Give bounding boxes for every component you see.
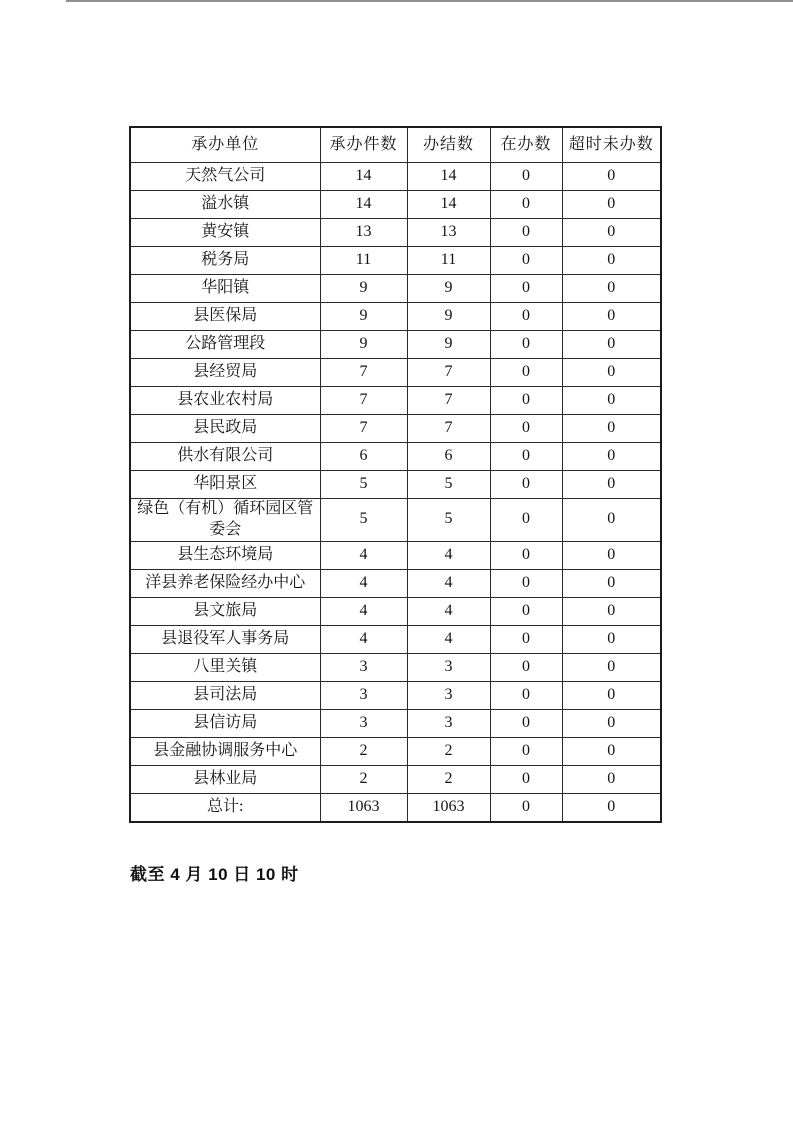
value-cell: 0 xyxy=(562,303,661,331)
value-cell: 4 xyxy=(407,541,490,569)
value-cell: 0 xyxy=(490,415,562,443)
value-cell: 2 xyxy=(407,765,490,793)
value-cell: 0 xyxy=(562,541,661,569)
value-cell: 0 xyxy=(490,625,562,653)
value-cell: 2 xyxy=(407,737,490,765)
value-cell: 0 xyxy=(490,653,562,681)
value-cell: 4 xyxy=(407,597,490,625)
value-cell: 7 xyxy=(320,415,407,443)
value-cell: 13 xyxy=(320,219,407,247)
value-cell: 0 xyxy=(490,765,562,793)
value-cell: 5 xyxy=(320,471,407,499)
value-cell: 0 xyxy=(490,359,562,387)
value-cell: 7 xyxy=(407,415,490,443)
column-header-in-progress: 在办数 xyxy=(490,127,562,163)
value-cell: 0 xyxy=(490,709,562,737)
value-cell: 0 xyxy=(562,331,661,359)
table-row xyxy=(130,387,661,415)
value-cell: 0 xyxy=(562,653,661,681)
header-row xyxy=(130,127,661,163)
unit-cell: 县农业农村局 xyxy=(130,387,320,415)
value-cell: 1063 xyxy=(407,793,490,822)
value-cell: 0 xyxy=(562,765,661,793)
value-cell: 3 xyxy=(407,653,490,681)
value-cell: 0 xyxy=(490,443,562,471)
value-cell: 0 xyxy=(562,443,661,471)
value-cell: 0 xyxy=(490,471,562,499)
table-row xyxy=(130,709,661,737)
value-cell: 0 xyxy=(562,191,661,219)
column-header-handled: 承办件数 xyxy=(320,127,407,163)
value-cell: 7 xyxy=(320,359,407,387)
value-cell: 0 xyxy=(490,219,562,247)
value-cell: 14 xyxy=(407,191,490,219)
value-cell: 0 xyxy=(562,387,661,415)
value-cell: 3 xyxy=(407,681,490,709)
unit-cell: 县林业局 xyxy=(130,765,320,793)
column-header-unit: 承办单位 xyxy=(130,127,320,163)
table-row xyxy=(130,247,661,275)
table-row xyxy=(130,163,661,191)
table-row xyxy=(130,625,661,653)
value-cell: 0 xyxy=(562,471,661,499)
value-cell: 0 xyxy=(562,275,661,303)
unit-cell: 天然气公司 xyxy=(130,163,320,191)
value-cell: 5 xyxy=(320,499,407,542)
value-cell: 0 xyxy=(562,359,661,387)
value-cell: 6 xyxy=(407,443,490,471)
value-cell: 0 xyxy=(562,793,661,822)
value-cell: 9 xyxy=(320,303,407,331)
unit-cell: 华阳镇 xyxy=(130,275,320,303)
value-cell: 0 xyxy=(562,569,661,597)
value-cell: 4 xyxy=(407,569,490,597)
unit-cell: 华阳景区 xyxy=(130,471,320,499)
value-cell: 4 xyxy=(320,541,407,569)
value-cell: 4 xyxy=(320,569,407,597)
value-cell: 6 xyxy=(320,443,407,471)
unit-cell: 县文旅局 xyxy=(130,597,320,625)
unit-cell: 八里关镇 xyxy=(130,653,320,681)
value-cell: 4 xyxy=(407,625,490,653)
statistics-table xyxy=(129,126,662,823)
value-cell: 0 xyxy=(490,303,562,331)
value-cell: 0 xyxy=(490,247,562,275)
table-row xyxy=(130,471,661,499)
unit-cell: 洋县养老保险经办中心 xyxy=(130,569,320,597)
value-cell: 9 xyxy=(407,303,490,331)
table-body xyxy=(130,163,661,822)
unit-cell: 县司法局 xyxy=(130,681,320,709)
value-cell: 4 xyxy=(320,597,407,625)
value-cell: 9 xyxy=(320,331,407,359)
value-cell: 5 xyxy=(407,471,490,499)
value-cell: 4 xyxy=(320,625,407,653)
value-cell: 7 xyxy=(407,359,490,387)
unit-cell: 县金融协调服务中心 xyxy=(130,737,320,765)
value-cell: 13 xyxy=(407,219,490,247)
value-cell: 0 xyxy=(490,793,562,822)
table-row xyxy=(130,737,661,765)
value-cell: 1063 xyxy=(320,793,407,822)
value-cell: 0 xyxy=(490,331,562,359)
value-cell: 9 xyxy=(320,275,407,303)
value-cell: 0 xyxy=(490,387,562,415)
table-row xyxy=(130,275,661,303)
value-cell: 9 xyxy=(407,275,490,303)
unit-cell: 县退役军人事务局 xyxy=(130,625,320,653)
table-row xyxy=(130,303,661,331)
value-cell: 0 xyxy=(562,597,661,625)
table-row xyxy=(130,541,661,569)
value-cell: 0 xyxy=(490,191,562,219)
value-cell: 7 xyxy=(407,387,490,415)
value-cell: 3 xyxy=(407,709,490,737)
unit-cell: 县信访局 xyxy=(130,709,320,737)
value-cell: 2 xyxy=(320,737,407,765)
value-cell: 0 xyxy=(562,709,661,737)
value-cell: 0 xyxy=(562,681,661,709)
value-cell: 0 xyxy=(562,499,661,542)
table-row xyxy=(130,219,661,247)
table-header xyxy=(130,127,661,163)
value-cell: 0 xyxy=(490,597,562,625)
table-row xyxy=(130,331,661,359)
cutoff-time-note: 截至 4 月 10 日 10 时 xyxy=(130,865,299,884)
unit-cell: 县民政局 xyxy=(130,415,320,443)
total-row xyxy=(130,793,661,822)
table-row xyxy=(130,359,661,387)
unit-cell: 县医保局 xyxy=(130,303,320,331)
unit-cell: 溢水镇 xyxy=(130,191,320,219)
value-cell: 0 xyxy=(490,681,562,709)
table-row xyxy=(130,597,661,625)
value-cell: 0 xyxy=(490,163,562,191)
value-cell: 11 xyxy=(320,247,407,275)
value-cell: 3 xyxy=(320,709,407,737)
unit-cell: 供水有限公司 xyxy=(130,443,320,471)
value-cell: 0 xyxy=(562,247,661,275)
table-row xyxy=(130,415,661,443)
value-cell: 3 xyxy=(320,681,407,709)
value-cell: 7 xyxy=(320,387,407,415)
value-cell: 0 xyxy=(490,275,562,303)
unit-cell: 黄安镇 xyxy=(130,219,320,247)
value-cell: 0 xyxy=(490,499,562,542)
unit-cell: 公路管理段 xyxy=(130,331,320,359)
value-cell: 0 xyxy=(490,569,562,597)
unit-cell: 县生态环境局 xyxy=(130,541,320,569)
table-row xyxy=(130,569,661,597)
table-row xyxy=(130,653,661,681)
table-row xyxy=(130,443,661,471)
unit-cell: 总计: xyxy=(130,793,320,822)
value-cell: 11 xyxy=(407,247,490,275)
value-cell: 0 xyxy=(562,415,661,443)
column-header-overdue: 超时未办数 xyxy=(562,127,661,163)
value-cell: 9 xyxy=(407,331,490,359)
value-cell: 0 xyxy=(562,163,661,191)
table-row xyxy=(130,499,661,542)
scan-artifact-line xyxy=(66,0,793,2)
table-row xyxy=(130,191,661,219)
table-row xyxy=(130,765,661,793)
value-cell: 14 xyxy=(320,163,407,191)
value-cell: 2 xyxy=(320,765,407,793)
value-cell: 5 xyxy=(407,499,490,542)
column-header-completed: 办结数 xyxy=(407,127,490,163)
unit-cell: 税务局 xyxy=(130,247,320,275)
value-cell: 0 xyxy=(562,737,661,765)
table-row xyxy=(130,681,661,709)
value-cell: 14 xyxy=(407,163,490,191)
unit-cell: 县经贸局 xyxy=(130,359,320,387)
value-cell: 0 xyxy=(562,625,661,653)
value-cell: 14 xyxy=(320,191,407,219)
value-cell: 0 xyxy=(562,219,661,247)
value-cell: 3 xyxy=(320,653,407,681)
value-cell: 0 xyxy=(490,737,562,765)
value-cell: 0 xyxy=(490,541,562,569)
unit-cell: 绿色（有机）循环园区管委会 xyxy=(130,499,320,542)
